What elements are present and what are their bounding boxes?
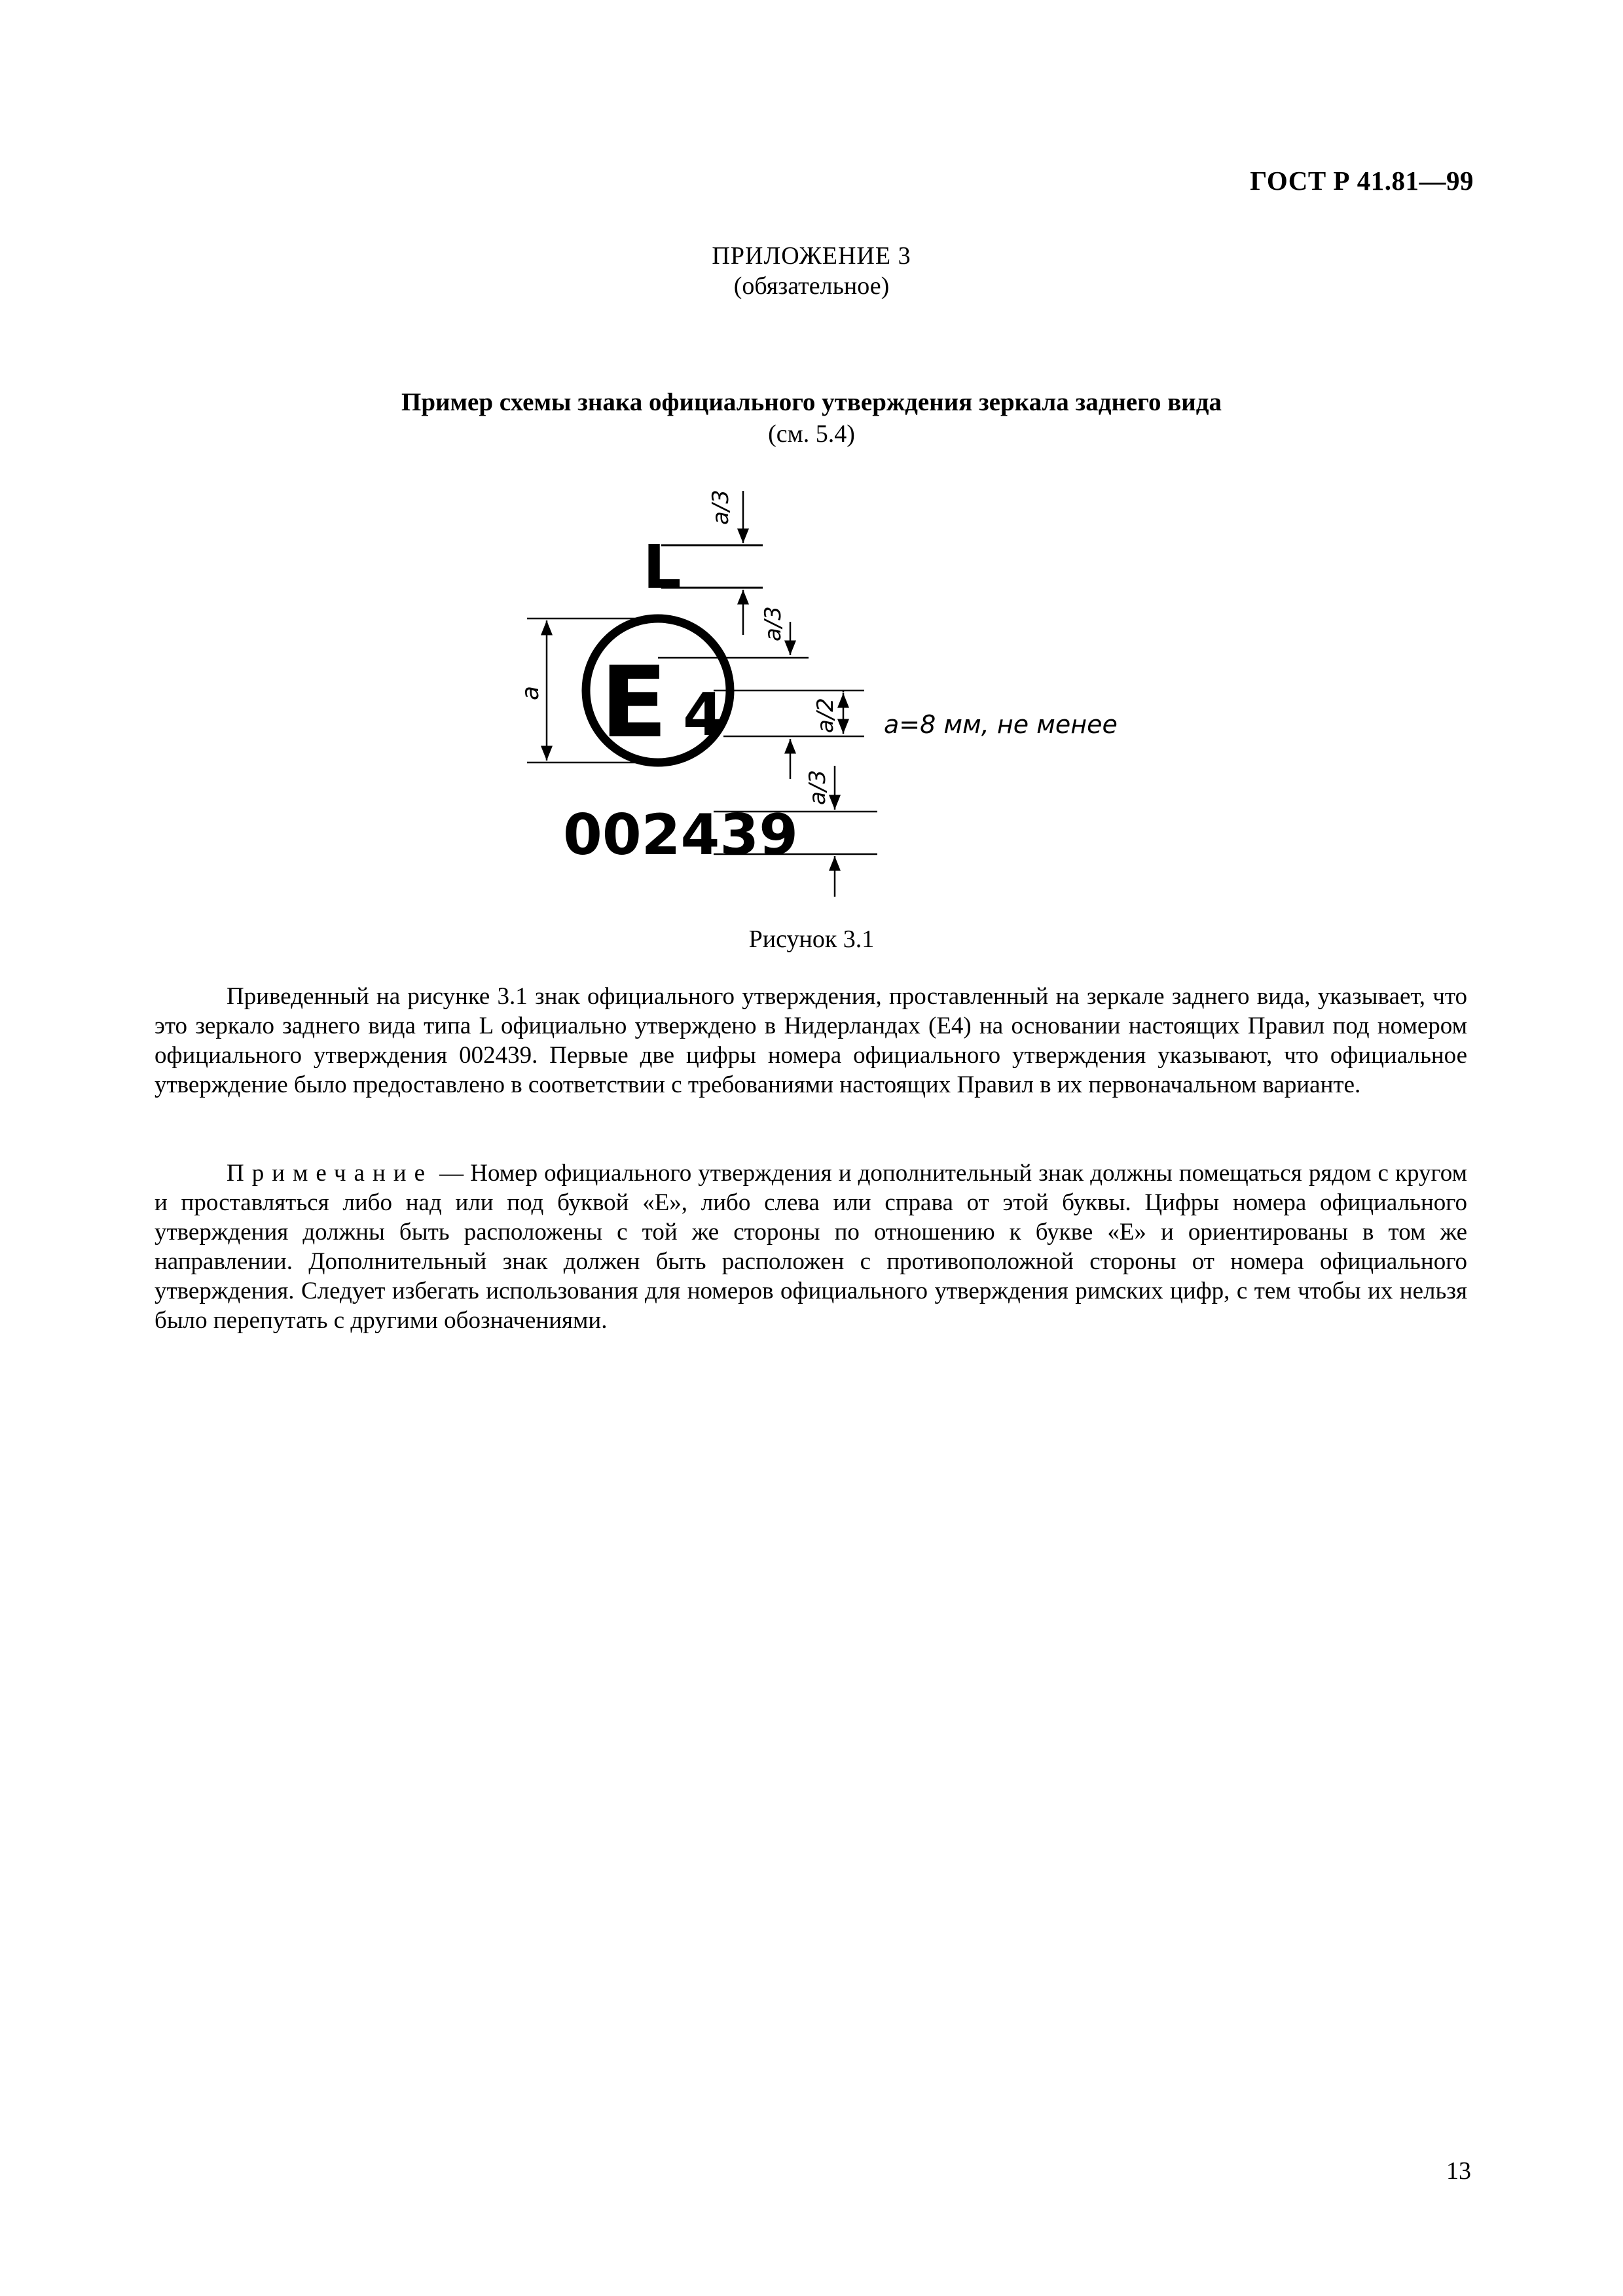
note-label: Примечание: [227, 1160, 433, 1187]
appendix-title: ПРИЛОЖЕНИЕ 3: [712, 242, 911, 270]
dim-label-a: a: [517, 685, 544, 700]
note-text: — Номер официального утверждения и дополнительный знак должны помещаться рядом с кругом и проставляться либо над или под буквой «E», либо слева или справа от этой буквы. Цифры номера официального утверждения должны быть расположены с той же стороны по отношению к букве «E» и ориентированы в том же направлении. Дополнительный знак должен быть расположен с противоположной стороны от номера официального утверждения. Следует избегать использования для номеров официального утверждения римских цифр, с тем чтобы их нельзя было перепутать с другими обозначениями.: [155, 1160, 1467, 1334]
note-paragraph: [155, 1158, 1467, 1335]
approval-number: 002439: [563, 802, 799, 868]
dim-label-e-height: a/3: [760, 606, 786, 641]
dimension-note: a=8 мм, не менее: [884, 710, 1118, 739]
section-reference: (см. 5.4): [768, 420, 855, 448]
letter-e: E: [600, 646, 668, 760]
dim-label-number-height: a/2: [812, 698, 839, 733]
page-number: 13: [1446, 2157, 1471, 2185]
figure-caption: Рисунок 3.1: [748, 925, 875, 953]
country-number: 4: [683, 681, 724, 749]
document-code: ГОСТ Р 41.81—99: [1250, 166, 1474, 196]
appendix-status: (обязательное): [733, 272, 890, 300]
body-paragraph: Приведенный на рисунке 3.1 знак официального утверждения, проставленный на зеркале заднего вида, указывает, что это зеркало заднего вида типа L официально утверждено в Нидерландах (E4) на основании настоящих Правил под номером официального утверждения 002439. Первые две цифры номера официального утверждения указывают, что официальное утверждение было предоставлено в соответствии с требованиями настоящих Правил в их первоначальном варианте.: [155, 983, 1467, 1098]
dim-label-l-height: a/3: [708, 490, 734, 525]
additional-sign-l: L: [643, 532, 682, 602]
approval-mark-figure: [498, 478, 1152, 897]
dim-label-approval-number: a/3: [805, 770, 831, 805]
section-title: Пример схемы знака официального утверждения зеркала заднего вида: [401, 388, 1222, 416]
